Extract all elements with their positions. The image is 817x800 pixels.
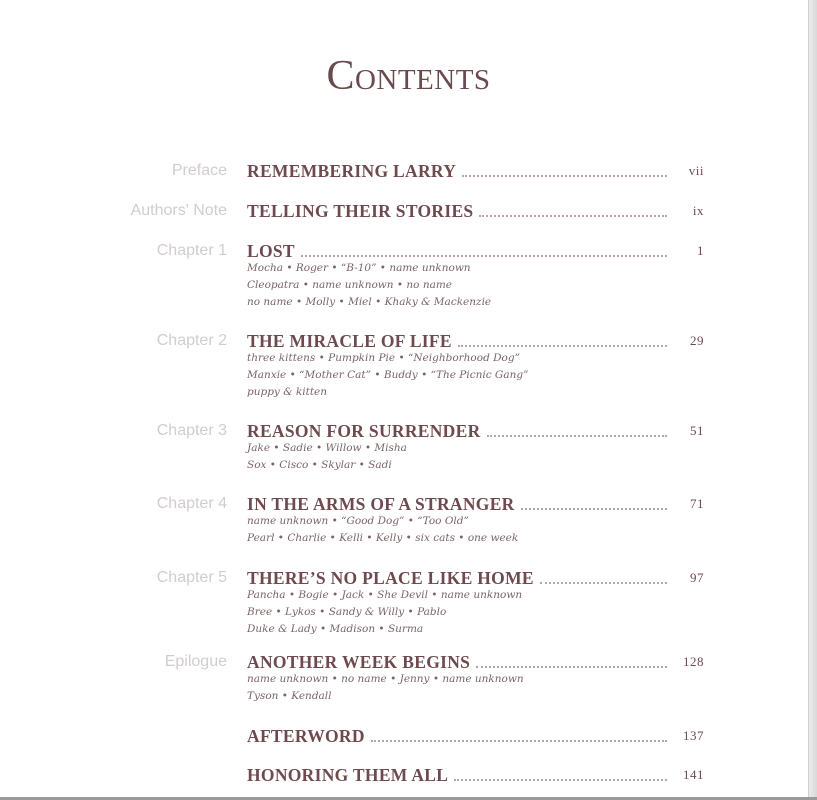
toc-entry-label: Preface [171, 162, 227, 179]
toc-subentry-line: Jake • Sadie • Willow • Misha [247, 442, 407, 454]
toc-entry-label: Chapter 2 [156, 332, 227, 349]
toc-subentries [247, 350, 667, 401]
toc-subentries [247, 440, 667, 474]
dot-leader [521, 508, 667, 510]
toc-entry-label: Chapter 1 [156, 242, 227, 259]
toc-subentry-line: Cleopatra • name unknown • no name [247, 279, 453, 291]
toc-subentries [247, 587, 667, 638]
toc-page-number: 97 [690, 570, 704, 585]
toc-entry-label: Chapter 4 [156, 495, 227, 512]
toc-page-number: 128 [683, 654, 704, 669]
toc-title-row [247, 240, 667, 262]
toc-title-row [247, 493, 667, 515]
toc-entry-title: THERE’S NO PLACE LIKE HOME [247, 568, 534, 588]
toc-subentries [247, 260, 667, 311]
dot-leader [479, 215, 667, 217]
dot-leader [462, 175, 667, 177]
toc-title-row [247, 725, 667, 747]
toc-subentry-line: puppy & kitten [247, 386, 328, 398]
toc-page-number: 141 [683, 767, 704, 782]
contents-heading: Contents [326, 53, 491, 99]
toc-page-number: vii [688, 163, 704, 178]
toc-subentry-line: no name • Molly • Miel • Khaky & Mackenzie [247, 296, 492, 308]
toc-entry-title: AFTERWORD [247, 726, 365, 746]
toc-entry-title: THE MIRACLE OF LIFE [247, 331, 452, 351]
toc-title-row [247, 160, 667, 182]
toc-page-number: 51 [690, 423, 704, 438]
toc-entry-title: IN THE ARMS OF A STRANGER [247, 494, 515, 514]
toc-entry-label: Epilogue [164, 653, 227, 670]
toc-subentries [247, 671, 667, 705]
toc-subentry-line: name unknown • “Good Dog” • “Too Old” [247, 515, 469, 527]
toc-entry-title: TELLING THEIR STORIES [247, 201, 474, 221]
toc-entry-label: Chapter 5 [156, 569, 227, 586]
toc-entry-title: ANOTHER WEEK BEGINS [247, 652, 471, 672]
toc-page-number: ix [692, 203, 704, 218]
toc-subentry-line: Bree • Lykos • Sandy & Willy • Pablo [247, 606, 447, 618]
toc-page-number: 1 [697, 243, 704, 258]
toc-subentry-line: Mocha • Roger • “B-10” • name unknown [247, 262, 471, 274]
toc-subentry-line: name unknown • no name • Jenny • name unknown [247, 673, 524, 685]
dot-leader [476, 666, 667, 668]
toc-subentry-line: Pearl • Charlie • Kelli • Kelly • six cats • one week [247, 532, 519, 544]
toc-title-row [247, 330, 667, 352]
dot-leader [540, 582, 667, 584]
toc-title-row [247, 764, 667, 786]
toc-entry-title: LOST [247, 241, 295, 261]
dot-leader [458, 345, 667, 347]
dot-leader [487, 435, 667, 437]
toc-entry-label: Chapter 3 [156, 422, 227, 439]
page-edge-shadow [808, 0, 817, 800]
toc-page-number: 71 [690, 496, 704, 511]
dot-leader [371, 740, 667, 742]
dot-leader [301, 255, 667, 257]
toc-title-row [247, 420, 667, 442]
toc-title-row [247, 567, 667, 589]
toc-page-number: 137 [683, 728, 704, 743]
toc-subentry-line: Sox • Cisco • Skylar • Sadi [247, 459, 392, 471]
toc-title-row [247, 200, 667, 222]
toc-subentry-line: Manxie • “Mother Cat” • Buddy • “The Picnic Gang” [247, 369, 529, 381]
toc-entry-title: REASON FOR SURRENDER [247, 421, 481, 441]
toc-title-row [247, 651, 667, 673]
toc-subentry-line: Tyson • Kendall [247, 690, 332, 702]
toc-page-number: 29 [690, 333, 704, 348]
dot-leader [454, 779, 667, 781]
toc-subentry-line: Pancha • Bogie • Jack • She Devil • name unknown [247, 589, 523, 601]
toc-entry-label: Authors' Note [130, 202, 227, 219]
toc-subentries [247, 513, 667, 547]
toc-entry-title: REMEMBERING LARRY [247, 161, 457, 181]
toc-subentry-line: three kittens • Pumpkin Pie • “Neighborhood Dog” [247, 352, 520, 364]
toc-entry-title: HONORING THEM ALL [247, 765, 449, 785]
toc-subentry-line: Duke & Lady • Madison • Surma [247, 623, 424, 635]
